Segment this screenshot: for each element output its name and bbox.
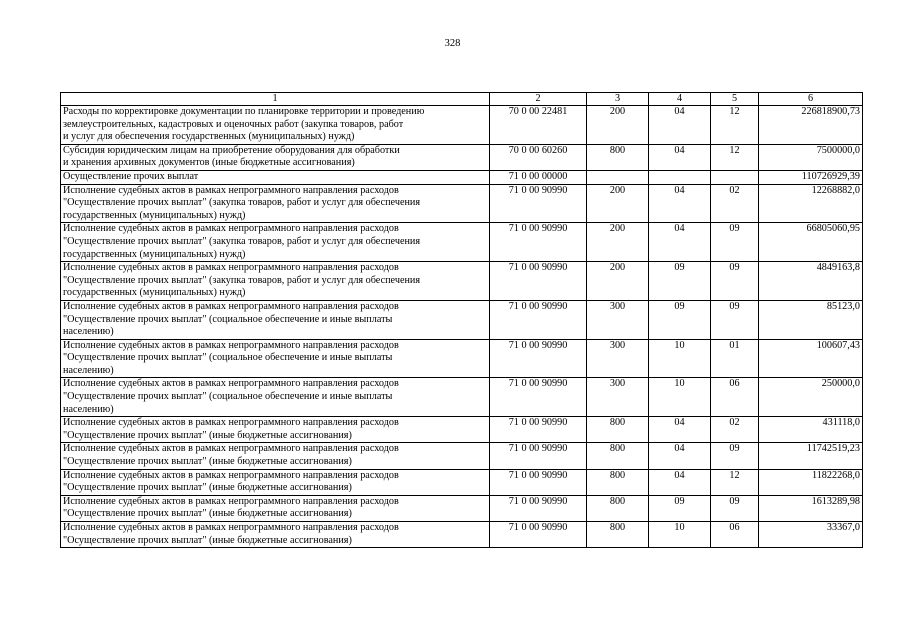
cell-code: 71 0 00 00000 bbox=[490, 170, 587, 184]
cell-subsection: 12 bbox=[711, 144, 759, 170]
cell-code: 71 0 00 90990 bbox=[490, 417, 587, 443]
cell-section: 10 bbox=[649, 378, 711, 417]
description-line: Исполнение судебных актов в рамках непрограммного направления расходов bbox=[63, 417, 399, 429]
cell-code: 71 0 00 90990 bbox=[490, 262, 587, 301]
description-line: Исполнение судебных актов в рамках непрограммного направления расходов bbox=[63, 262, 399, 274]
description-line: и услуг для обеспечения государственных (муниципальных) нужд) bbox=[63, 131, 355, 143]
cell-description bbox=[61, 184, 490, 223]
description-line: Исполнение судебных актов в рамках непрограммного направления расходов bbox=[63, 495, 399, 507]
cell-expense-type: 300 bbox=[587, 378, 649, 417]
table-row bbox=[61, 495, 863, 521]
table-row bbox=[61, 443, 863, 469]
cell-description bbox=[61, 443, 490, 469]
description-line: населению) bbox=[63, 403, 114, 415]
cell-subsection: 09 bbox=[711, 443, 759, 469]
table-header bbox=[61, 93, 863, 106]
cell-amount: 66805060,95 bbox=[759, 223, 863, 262]
cell-description bbox=[61, 417, 490, 443]
description-line: Расходы по корректировке документации по планировке территории и проведению bbox=[63, 106, 425, 117]
cell-code: 70 0 00 60260 bbox=[490, 144, 587, 170]
cell-expense-type bbox=[587, 170, 649, 184]
cell-amount: 4849163,8 bbox=[759, 262, 863, 301]
cell-amount: 226818900,73 bbox=[759, 106, 863, 145]
cell-amount: 431118,0 bbox=[759, 417, 863, 443]
cell-code: 71 0 00 90990 bbox=[490, 378, 587, 417]
cell-expense-type: 800 bbox=[587, 443, 649, 469]
cell-subsection: 01 bbox=[711, 339, 759, 378]
header-col-4: 4 bbox=[649, 93, 711, 106]
cell-expense-type: 300 bbox=[587, 339, 649, 378]
table-row bbox=[61, 339, 863, 378]
cell-subsection: 02 bbox=[711, 417, 759, 443]
cell-section: 09 bbox=[649, 495, 711, 521]
description-line: Исполнение судебных актов в рамках непрограммного направления расходов bbox=[63, 184, 399, 196]
cell-description bbox=[61, 378, 490, 417]
cell-section: 09 bbox=[649, 262, 711, 301]
table-body bbox=[61, 106, 863, 548]
cell-expense-type: 800 bbox=[587, 144, 649, 170]
cell-code: 71 0 00 90990 bbox=[490, 223, 587, 262]
table-row bbox=[61, 522, 863, 548]
cell-description bbox=[61, 339, 490, 378]
cell-code: 71 0 00 90990 bbox=[490, 184, 587, 223]
cell-subsection: 09 bbox=[711, 495, 759, 521]
cell-amount: 11822268,0 bbox=[759, 469, 863, 495]
budget-table bbox=[60, 92, 863, 548]
description-line: Исполнение судебных актов в рамках непрограммного направления расходов bbox=[63, 378, 399, 390]
cell-description bbox=[61, 495, 490, 521]
cell-subsection: 12 bbox=[711, 106, 759, 145]
description-line: Осуществление прочих выплат bbox=[63, 170, 199, 182]
cell-subsection: 09 bbox=[711, 300, 759, 339]
description-line: "Осуществление прочих выплат" (закупка товаров, работ и услуг для обеспечения bbox=[63, 274, 421, 286]
cell-code: 71 0 00 90990 bbox=[490, 469, 587, 495]
description-line: государственных (муниципальных) нужд) bbox=[63, 248, 246, 260]
header-row bbox=[61, 93, 863, 106]
cell-section: 04 bbox=[649, 443, 711, 469]
header-col-3: 3 bbox=[587, 93, 649, 106]
cell-amount: 7500000,0 bbox=[759, 144, 863, 170]
cell-section: 04 bbox=[649, 184, 711, 223]
table-row bbox=[61, 262, 863, 301]
cell-subsection: 09 bbox=[711, 262, 759, 301]
table-row bbox=[61, 378, 863, 417]
cell-code: 71 0 00 90990 bbox=[490, 300, 587, 339]
cell-description bbox=[61, 262, 490, 301]
description-line: "Осуществление прочих выплат" (закупка товаров, работ и услуг для обеспечения bbox=[63, 235, 421, 247]
description-line: "Осуществление прочих выплат" (иные бюджетные ассигнования) bbox=[63, 534, 352, 546]
page-number: 328 bbox=[444, 38, 461, 49]
header-col-1: 1 bbox=[61, 93, 490, 106]
table-row bbox=[61, 469, 863, 495]
cell-expense-type: 200 bbox=[587, 223, 649, 262]
description-line: населению) bbox=[63, 364, 114, 376]
cell-expense-type: 300 bbox=[587, 300, 649, 339]
cell-amount: 85123,0 bbox=[759, 300, 863, 339]
cell-code: 71 0 00 90990 bbox=[490, 495, 587, 521]
description-line: землеустроительных, кадастровых и оценочных работ (закупка товаров, работ bbox=[63, 118, 404, 130]
cell-amount: 33367,0 bbox=[759, 522, 863, 548]
cell-subsection: 06 bbox=[711, 378, 759, 417]
cell-section: 10 bbox=[649, 339, 711, 378]
cell-description bbox=[61, 144, 490, 170]
description-line: Исполнение судебных актов в рамках непрограммного направления расходов bbox=[63, 522, 399, 533]
cell-section: 04 bbox=[649, 144, 711, 170]
cell-code: 70 0 00 22481 bbox=[490, 106, 587, 145]
cell-amount: 11742519,23 bbox=[759, 443, 863, 469]
description-line: "Осуществление прочих выплат" (социальное обеспечение и иные выплаты bbox=[63, 313, 393, 325]
cell-amount: 250000,0 bbox=[759, 378, 863, 417]
cell-section: 09 bbox=[649, 300, 711, 339]
description-line: Исполнение судебных актов в рамках непрограммного направления расходов bbox=[63, 443, 399, 455]
header-col-6: 6 bbox=[759, 93, 863, 106]
cell-amount: 110726929,39 bbox=[759, 170, 863, 184]
header-col-2: 2 bbox=[490, 93, 587, 106]
cell-expense-type: 800 bbox=[587, 522, 649, 548]
cell-description bbox=[61, 223, 490, 262]
cell-expense-type: 800 bbox=[587, 469, 649, 495]
cell-section: 04 bbox=[649, 106, 711, 145]
description-line: "Осуществление прочих выплат" (иные бюджетные ассигнования) bbox=[63, 429, 352, 441]
cell-code: 71 0 00 90990 bbox=[490, 522, 587, 548]
cell-code: 71 0 00 90990 bbox=[490, 339, 587, 378]
table-row bbox=[61, 300, 863, 339]
cell-section bbox=[649, 170, 711, 184]
cell-description bbox=[61, 170, 490, 184]
cell-code: 71 0 00 90990 bbox=[490, 443, 587, 469]
cell-subsection: 06 bbox=[711, 522, 759, 548]
description-line: Исполнение судебных актов в рамках непрограммного направления расходов bbox=[63, 339, 399, 351]
table-row bbox=[61, 106, 863, 145]
cell-expense-type: 200 bbox=[587, 262, 649, 301]
table-row bbox=[61, 184, 863, 223]
cell-section: 04 bbox=[649, 223, 711, 262]
cell-amount: 1613289,98 bbox=[759, 495, 863, 521]
description-line: "Осуществление прочих выплат" (социальное обеспечение и иные выплаты bbox=[63, 391, 393, 403]
cell-expense-type: 800 bbox=[587, 495, 649, 521]
cell-section: 04 bbox=[649, 417, 711, 443]
description-line: "Осуществление прочих выплат" (иные бюджетные ассигнования) bbox=[63, 508, 352, 520]
cell-description bbox=[61, 522, 490, 548]
cell-description bbox=[61, 469, 490, 495]
table-row bbox=[61, 417, 863, 443]
cell-amount: 100607,43 bbox=[759, 339, 863, 378]
cell-description bbox=[61, 300, 490, 339]
cell-description bbox=[61, 106, 490, 145]
cell-expense-type: 200 bbox=[587, 184, 649, 223]
cell-subsection: 09 bbox=[711, 223, 759, 262]
description-line: Исполнение судебных актов в рамках непрограммного направления расходов bbox=[63, 469, 399, 481]
cell-expense-type: 200 bbox=[587, 106, 649, 145]
cell-expense-type: 800 bbox=[587, 417, 649, 443]
table-row bbox=[61, 170, 863, 184]
description-line: Исполнение судебных актов в рамках непрограммного направления расходов bbox=[63, 223, 399, 235]
description-line: Исполнение судебных актов в рамках непрограммного направления расходов bbox=[63, 300, 399, 312]
description-line: "Осуществление прочих выплат" (социальное обеспечение и иные выплаты bbox=[63, 352, 393, 364]
description-line: и хранения архивных документов (иные бюджетные ассигнования) bbox=[63, 157, 355, 169]
description-line: "Осуществление прочих выплат" (иные бюджетные ассигнования) bbox=[63, 482, 352, 494]
cell-section: 10 bbox=[649, 522, 711, 548]
table-row bbox=[61, 144, 863, 170]
description-line: населению) bbox=[63, 326, 114, 338]
table-row bbox=[61, 223, 863, 262]
cell-subsection bbox=[711, 170, 759, 184]
description-line: государственных (муниципальных) нужд) bbox=[63, 209, 246, 221]
cell-amount: 12268882,0 bbox=[759, 184, 863, 223]
cell-subsection: 12 bbox=[711, 469, 759, 495]
description-line: "Осуществление прочих выплат" (иные бюджетные ассигнования) bbox=[63, 456, 352, 468]
cell-section: 04 bbox=[649, 469, 711, 495]
header-col-5: 5 bbox=[711, 93, 759, 106]
description-line: "Осуществление прочих выплат" (закупка товаров, работ и услуг для обеспечения bbox=[63, 197, 421, 209]
description-line: государственных (муниципальных) нужд) bbox=[63, 287, 246, 299]
cell-subsection: 02 bbox=[711, 184, 759, 223]
description-line: Субсидия юридическим лицам на приобретение оборудования для обработки bbox=[63, 144, 400, 156]
